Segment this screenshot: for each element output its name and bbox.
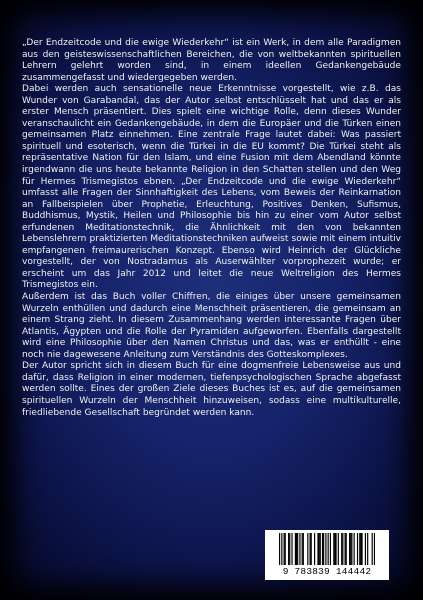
blurb-paragraph-4: Der Autor spricht sich in diesem Buch für eine dogmenfreie Lebensweise aus und dafür, dass Religion in einer modernen, tiefenpsychologischen Sprache abgefasst werden sollte. Eines der großen Ziele dieses Buches ist es, auf die gemeinsamen spirituellen Wurzeln der Menschheit hinzuweisen, sodass eine multikulturelle, friedliebende Gesellschaft begründet werden kann.: [22, 361, 401, 418]
isbn-number: 9 783839 144442: [282, 566, 372, 577]
barcode-bar: [309, 533, 310, 565]
barcode-bar: [296, 533, 297, 565]
barcode-bar: [359, 533, 360, 565]
isbn-barcode: [265, 530, 389, 580]
barcode-bar: [307, 533, 308, 565]
barcode-bar: [350, 533, 351, 565]
barcode-bar: [322, 533, 323, 565]
barcode-bar: [351, 533, 352, 565]
barcode-bar: [341, 533, 342, 565]
barcode-bar: [299, 533, 300, 565]
barcode-bar: [323, 533, 324, 565]
barcode-bar: [325, 533, 326, 565]
barcode-bars: [279, 533, 375, 565]
barcode-bar: [338, 533, 339, 565]
barcode-bar: [289, 533, 290, 565]
barcode-bar: [279, 533, 280, 565]
barcode-bar: [297, 533, 298, 565]
barcode-bar: [334, 533, 335, 565]
barcode-bar: [285, 533, 286, 565]
barcode-bar: [295, 533, 296, 565]
blurb-text: [22, 38, 401, 419]
barcode-bar: [372, 533, 373, 565]
barcode-bar: [302, 533, 303, 565]
blurb-paragraph-1: „Der Endzeitcode und die ewige Wiederkehr“ ist ein Werk, in dem alle Paradigmen aus den geisteswissenschaftlichen Bereichen, die von weltbekannten spirituellen Lehrern gelehrt worden sind, in einem ideellen Gedankengebäude zusammengefasst und wiedergegeben werden.: [22, 38, 401, 83]
barcode-bar: [357, 533, 358, 565]
barcode-bar: [354, 533, 355, 565]
barcode-bar: [303, 533, 304, 565]
barcode-bar: [333, 533, 334, 565]
barcode-bar: [374, 533, 375, 565]
barcode-bar: [311, 533, 312, 565]
barcode-bar: [330, 533, 331, 565]
barcode-bar: [367, 533, 368, 565]
barcode-bar: [346, 533, 347, 565]
barcode-bar: [284, 533, 285, 565]
barcode-bar: [281, 533, 282, 565]
blurb-paragraph-3: Außerdem ist das Buch voller Chiffren, die einiges über unsere gemeinsamen Wurzeln enthüllen und dadurch eine Menschheit präsentieren, die gemeinsam an einem Strang zieht. In diesem Zusammenhang werden interessante Fragen über Atlantis, Ägypten und die Rolle der Pyramiden aufgeworfen. Ebenfalls dargestellt wird eine Philosophie über den Namen Christus und das, was er enthüllt - eine noch nie dagewesene Anleitung zum Verständnis des Gotteskomplexes.: [22, 292, 401, 360]
barcode-bar: [365, 533, 366, 565]
barcode-bar: [335, 533, 336, 565]
blurb-paragraph-2: Dabei werden auch sensationelle neue Erkenntnisse vorgestellt, wie z.B. das Wunder von Garabandal, das der Autor selbst entschlüsselt hat und das er als erster Mensch präsentiert. Dies spielt eine wichtige Rolle, denn dieses Wunder veranschaulicht ein Gedankengebäude, in dem die Europäer und die Türken einen gemeinsamen Platz einnehmen. Eine zentrale Frage lautet dabei: Was passiert spirituell und esoterisch, wenn die Türkei in die EU kommt? Die Türkei steht als repräsentative Nation für den Islam, und eine Fusion mit dem Abendland könnte irgendwann die uns heute bekannte Religion in den Schatten stellen und den Weg für Hermes Trismegistos ebnen. „Der Endzeitcode und die ewige Wiederkehr“ umfasst alle Fragen der Sinnhaftigkeit des Lebens, vom Beweis der Reinkarnation an Fallbeispielen über Prophetie, Erleuchtung, Positives Denken, Sufismus, Buddhismus, Mystik, Heilen und Philosophie bis hin zu einer vom Autor selbst erfundenen Meditationstechnik, die Ähnlichkeit mit den von bekannten Lebenslehrern praktizierten Meditationstechniken aufweist sowie mit einem intuitiv empfangenen freimaurerischen Konzept. Ebenso wird Heinrich der Glückliche vorgestellt, der von Nostradamus als Auserwählter vorprophezeit wurde; er erscheint um das Jahr 2012 und leitet die neue Weltreligion des Hermes Trismegistos ein.: [22, 84, 401, 291]
barcode-bar: [345, 533, 346, 565]
barcode-bar: [320, 533, 321, 565]
barcode-bar: [360, 533, 361, 565]
barcode-bar: [361, 533, 362, 565]
barcode-bar: [288, 533, 289, 565]
barcode-bar: [349, 533, 350, 565]
barcode-bar: [317, 533, 318, 565]
barcode-bar: [291, 533, 292, 565]
barcode-bar: [342, 533, 343, 565]
barcode-bar: [319, 533, 320, 565]
barcode-bar: [328, 533, 329, 565]
barcode-bar: [314, 533, 315, 565]
